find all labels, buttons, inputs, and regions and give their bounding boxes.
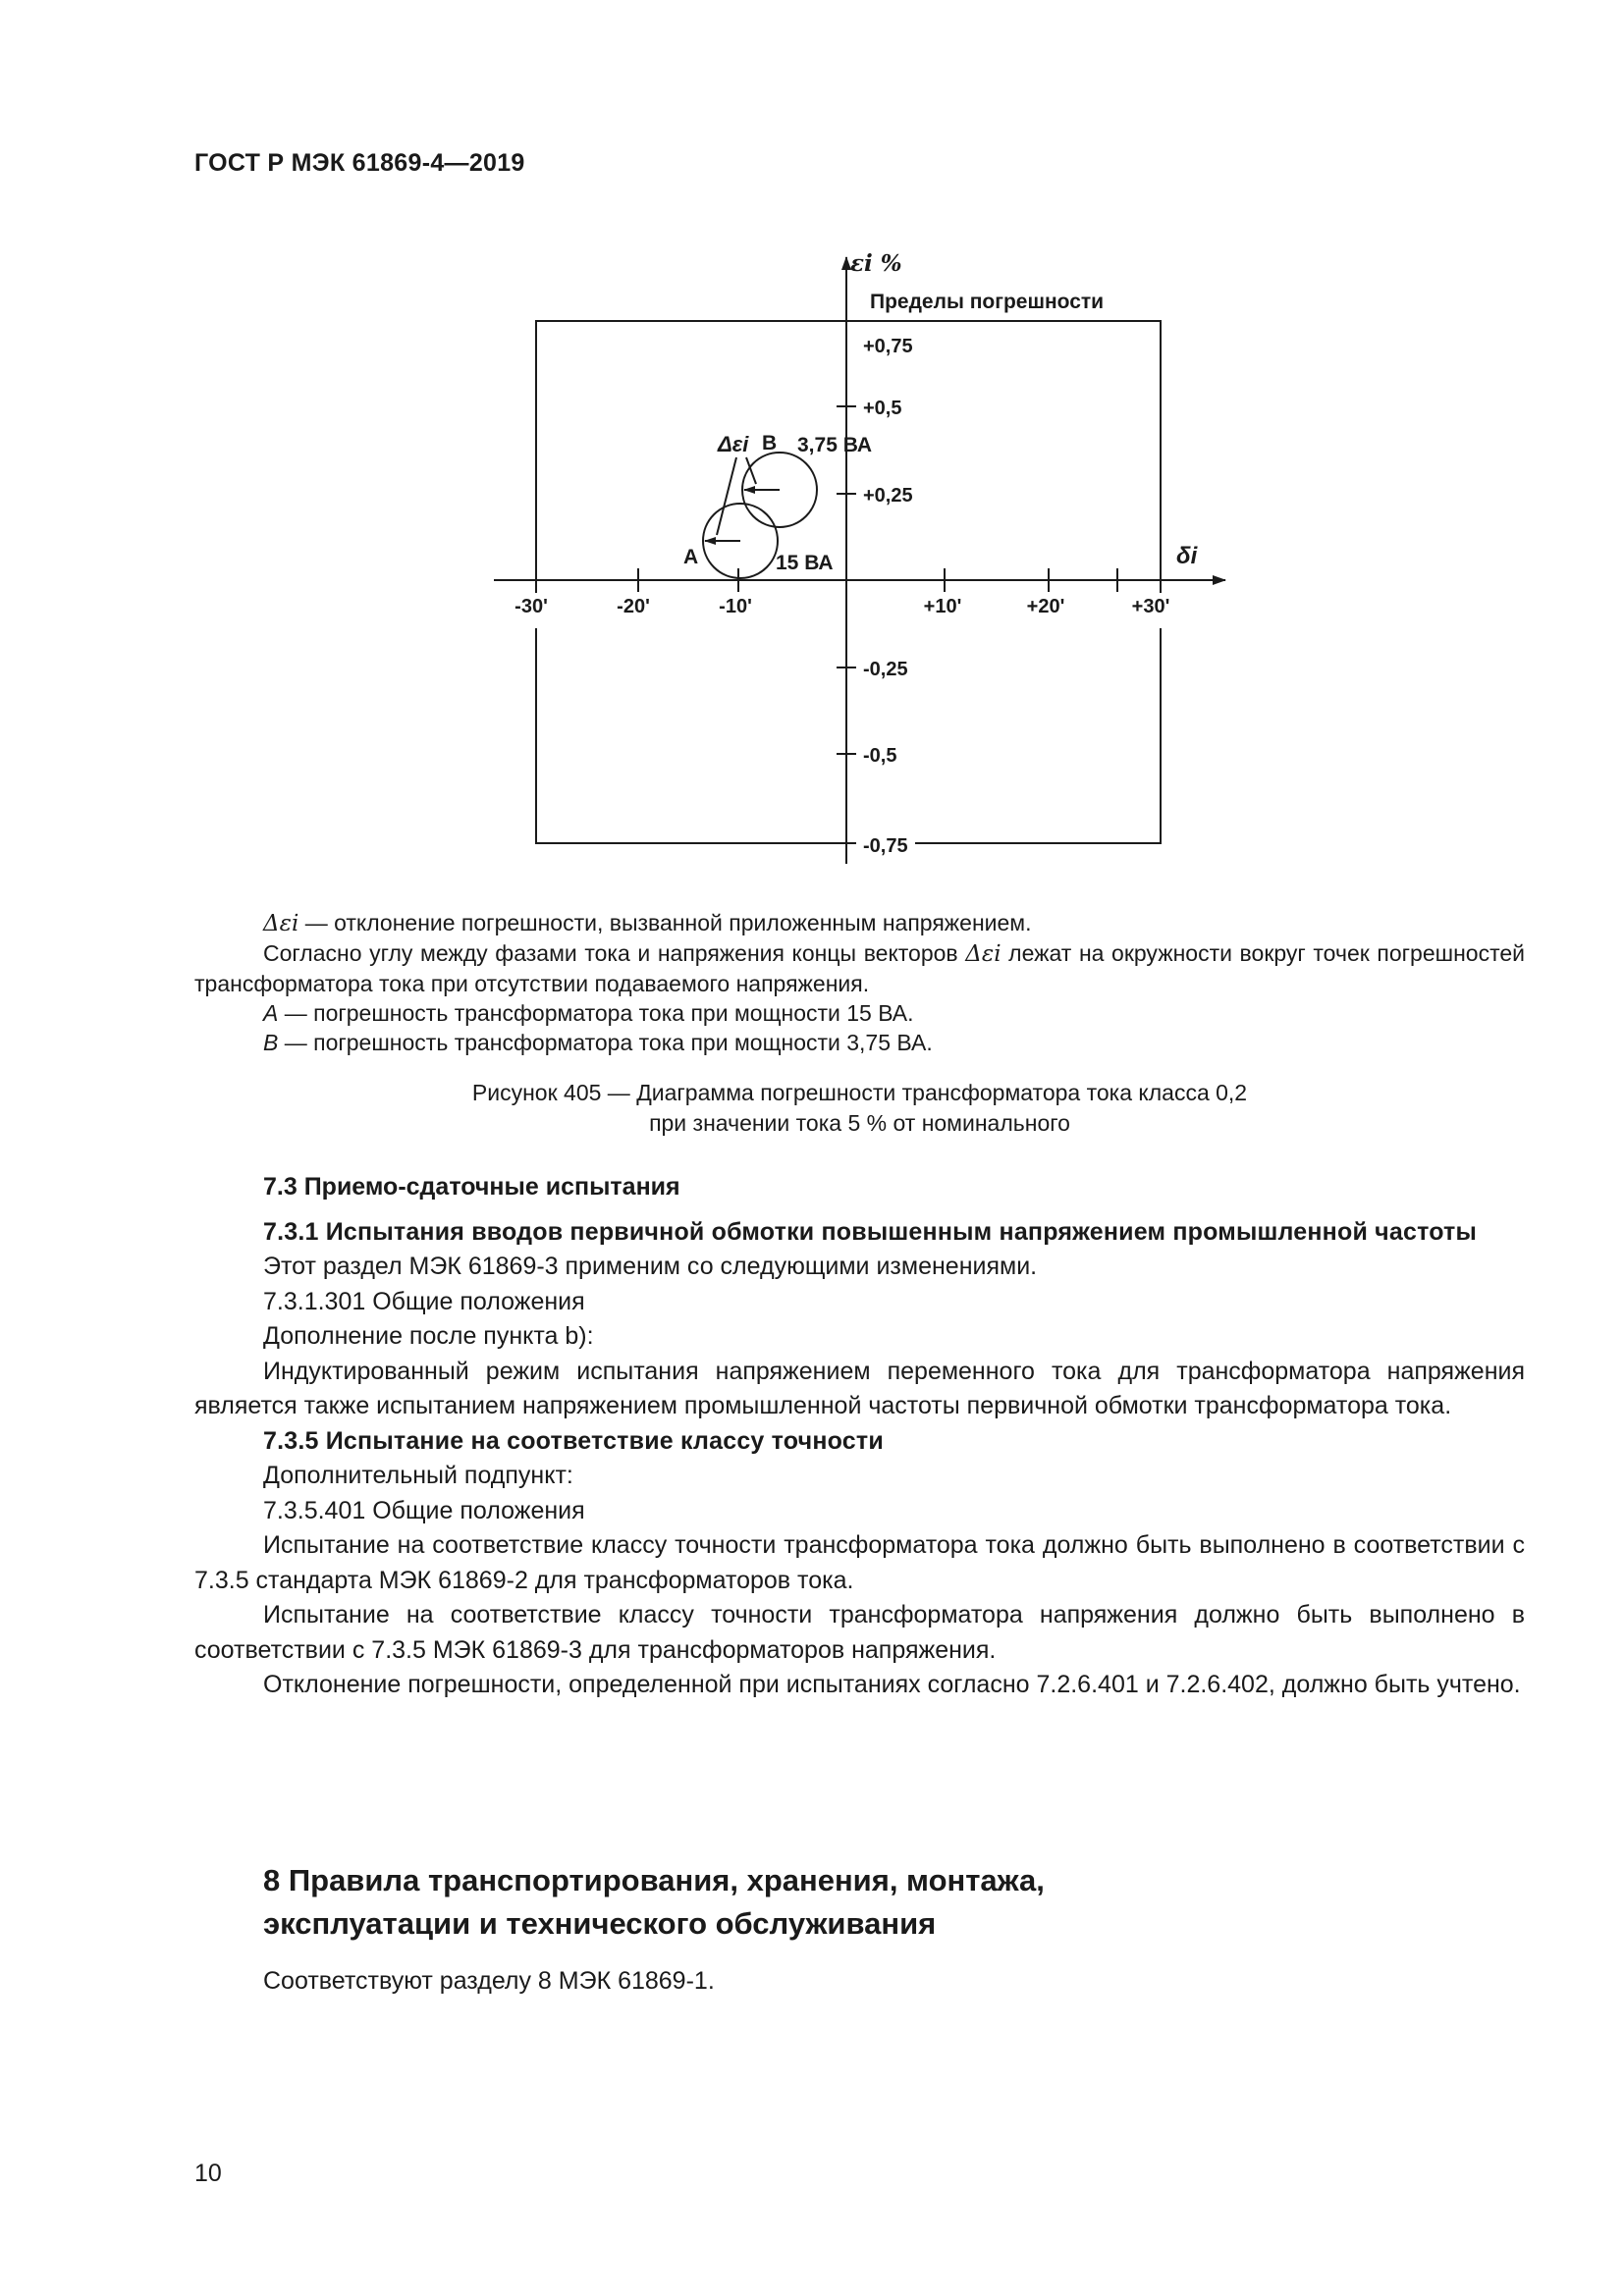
legend-line: B — погрешность трансформатора тока при мощности 3,75 ВА. bbox=[263, 1030, 933, 1055]
y-tick-label: +0,75 bbox=[863, 336, 913, 357]
page-number: 10 bbox=[194, 2160, 222, 2187]
figure-caption bbox=[194, 1078, 1525, 1139]
caption-line-2: при значении тока 5 % от номинального bbox=[649, 1110, 1070, 1136]
error-limits-box bbox=[536, 321, 1161, 843]
x-tick-label: -30' bbox=[514, 596, 548, 617]
paragraph: 7.3.5.401 Общие положения bbox=[263, 1496, 585, 1524]
leader-a bbox=[717, 457, 736, 535]
caption-line-1: Рисунок 405 — Диаграмма погрешности трансформатора тока класса 0,2 bbox=[471, 1080, 1248, 1105]
limits-label: Пределы погрешности bbox=[870, 291, 1105, 313]
paragraph: Отклонение погрешности, определенной при испытаниях согласно 7.2.6.401 и 7.2.6.402, должно быть учтено. bbox=[263, 1671, 1521, 1698]
y-tick-label: -0,5 bbox=[863, 745, 897, 767]
x-tick-label: +30' bbox=[1131, 596, 1170, 617]
point-b-power: 3,75 ВА bbox=[797, 434, 872, 456]
point-a-label: A bbox=[683, 546, 699, 568]
y-tick-label: -0,75 bbox=[863, 835, 908, 857]
section-7-3-1-title: 7.3.1 Испытания вводов первичной обмотки повышенным напряжением промышленной частоты bbox=[263, 1217, 1478, 1246]
x-tick-label: +20' bbox=[1026, 596, 1065, 617]
paragraph: Индуктированный режим испытания напряжением переменного тока для трансформатора напряжения является также испытанием напряжением промышленной частоты первичной обмотки трансформатора тока. bbox=[194, 1357, 1525, 1419]
y-tick-label: -0,25 bbox=[863, 659, 908, 680]
section-8-text: Соответствуют разделу 8 МЭК 61869-1. bbox=[263, 1967, 715, 1995]
section-7-3-title: 7.3 Приемо-сдаточные испытания bbox=[263, 1173, 680, 1201]
legend-line: Согласно углу между фазами тока и напряжения концы векторов Δεi лежат на окружности вокруг точек погрешностей трансформатора тока при отсутствии подаваемого напряжения. bbox=[194, 940, 1525, 996]
paragraph: Испытание на соответствие классу точности трансформатора напряжения должно быть выполнено в соответствии с 7.3.5 МЭК 61869-3 для трансформаторов напряжения. bbox=[194, 1601, 1525, 1664]
body-text bbox=[194, 1170, 1525, 1703]
paragraph: Дополнительный подпункт: bbox=[263, 1462, 573, 1489]
paragraph: Дополнение после пункта b): bbox=[263, 1322, 594, 1350]
vector-label: Δεi bbox=[718, 432, 749, 456]
x-tick-label: -20' bbox=[617, 596, 650, 617]
paragraph: 7.3.1.301 Общие положения bbox=[263, 1287, 585, 1315]
x-axis-label: δi bbox=[1176, 543, 1198, 569]
x-tick-label: +10' bbox=[923, 596, 962, 617]
x-tick-label: -10' bbox=[719, 596, 752, 617]
paragraph: Испытание на соответствие классу точности трансформатора тока должно быть выполнено в соответствии с 7.3.5 стандарта МЭК 61869-2 для трансформаторов тока. bbox=[194, 1531, 1525, 1594]
point-b-label: B bbox=[762, 432, 778, 454]
document-header: ГОСТ Р МЭК 61869-4—2019 bbox=[194, 149, 525, 177]
figure-legend bbox=[194, 908, 1525, 1057]
y-tick-label: +0,25 bbox=[863, 485, 913, 507]
paragraph: Этот раздел МЭК 61869-3 применим со следующими изменениями. bbox=[263, 1253, 1038, 1280]
section-8-title: 8 Правила транспортирования, хранения, монтажа, эксплуатации и технического обслуживания bbox=[263, 1863, 1045, 1941]
section-7-3-5-title: 7.3.5 Испытание на соответствие классу точности bbox=[263, 1426, 884, 1455]
legend-line: Δεi — отклонение погрешности, вызванной приложенным напряжением. bbox=[263, 910, 1032, 936]
y-axis-label: εi % bbox=[850, 250, 902, 277]
legend-line: A — погрешность трансформатора тока при мощности 15 ВА. bbox=[263, 1000, 914, 1026]
y-tick-label: +0,5 bbox=[863, 398, 902, 419]
point-a-power: 15 ВА bbox=[776, 552, 834, 574]
error-diagram bbox=[0, 0, 1624, 883]
